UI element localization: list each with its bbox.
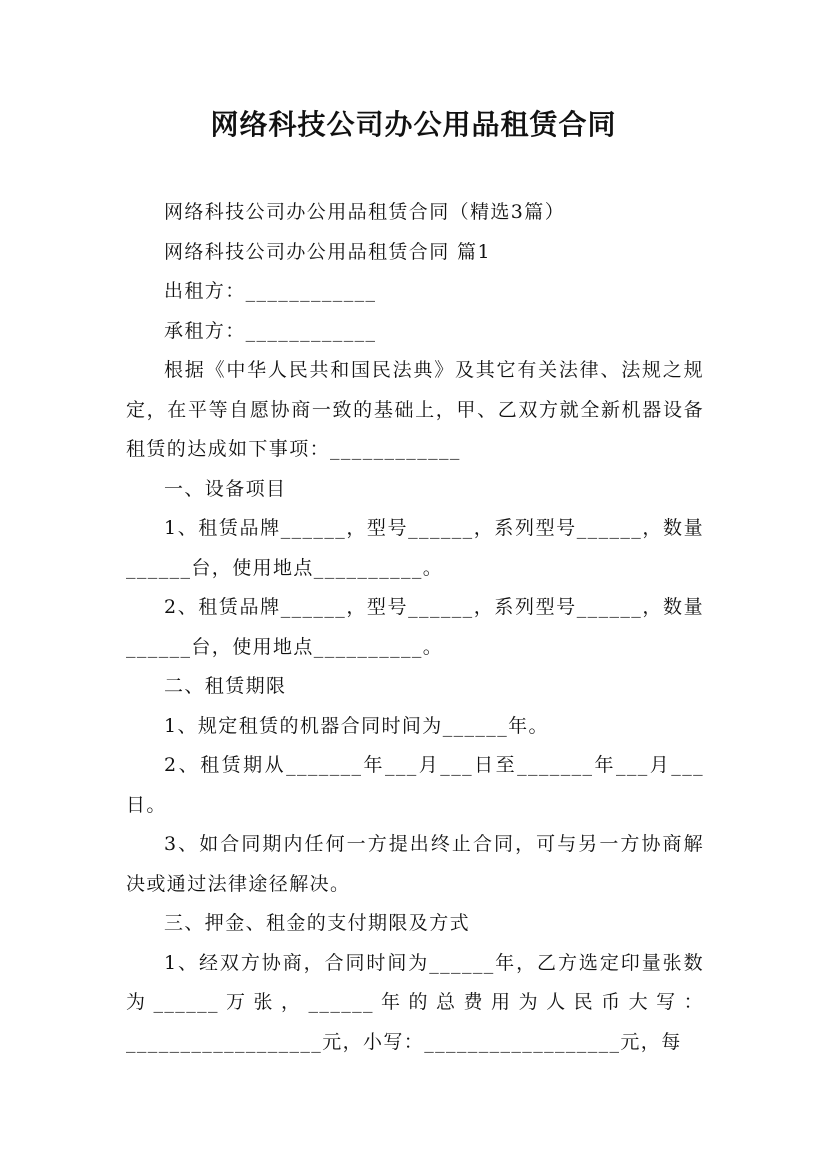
document-title: 网络科技公司办公用品租赁合同 (210, 108, 617, 141)
paragraph-term-1: 1、规定租赁的机器合同时间为______年。 (164, 714, 549, 737)
paragraph-equipment-2: 2、租赁品牌______，型号______，系列型号______，数量______台，使用地点__________。 (126, 596, 704, 658)
paragraph-preamble: 根据《中华人民共和国民法典》及其它有关法律、法规之规定，在平等自愿协商一致的基础上，甲、乙双方就全新机器设备租赁的达成如下事项：____________ (126, 359, 704, 460)
heading-equipment: 一、设备项目 (164, 477, 287, 500)
paragraph-section-title: 网络科技公司办公用品租赁合同 篇1 (164, 240, 491, 263)
document-body (126, 193, 704, 1062)
heading-payment: 三、押金、租金的支付期限及方式 (164, 912, 471, 934)
heading-lease-term: 二、租赁期限 (164, 675, 287, 697)
paragraph-term-3: 3、如合同期内任何一方提出终止合同，可与另一方协商解决或通过法律途径解决。 (126, 833, 704, 895)
paragraph-subtitle: 网络科技公司办公用品租赁合同（精选3篇） (164, 201, 566, 223)
paragraph-term-2: 2、租赁期从_______年___月___日至_______年___月___日。 (126, 754, 704, 816)
paragraph-payment-1: 1、经双方协商，合同时间为______年，乙方选定印量张数为______万张，______年的总费用为人民币大写：__________________元，小写：__________________元，每 (126, 951, 704, 1053)
paragraph-lessor: 出租方：____________ (164, 280, 377, 302)
paragraph-equipment-1: 1、租赁品牌______，型号______，系列型号______，数量______台，使用地点__________。 (126, 517, 704, 579)
paragraph-lessee: 承租方：____________ (164, 319, 377, 342)
